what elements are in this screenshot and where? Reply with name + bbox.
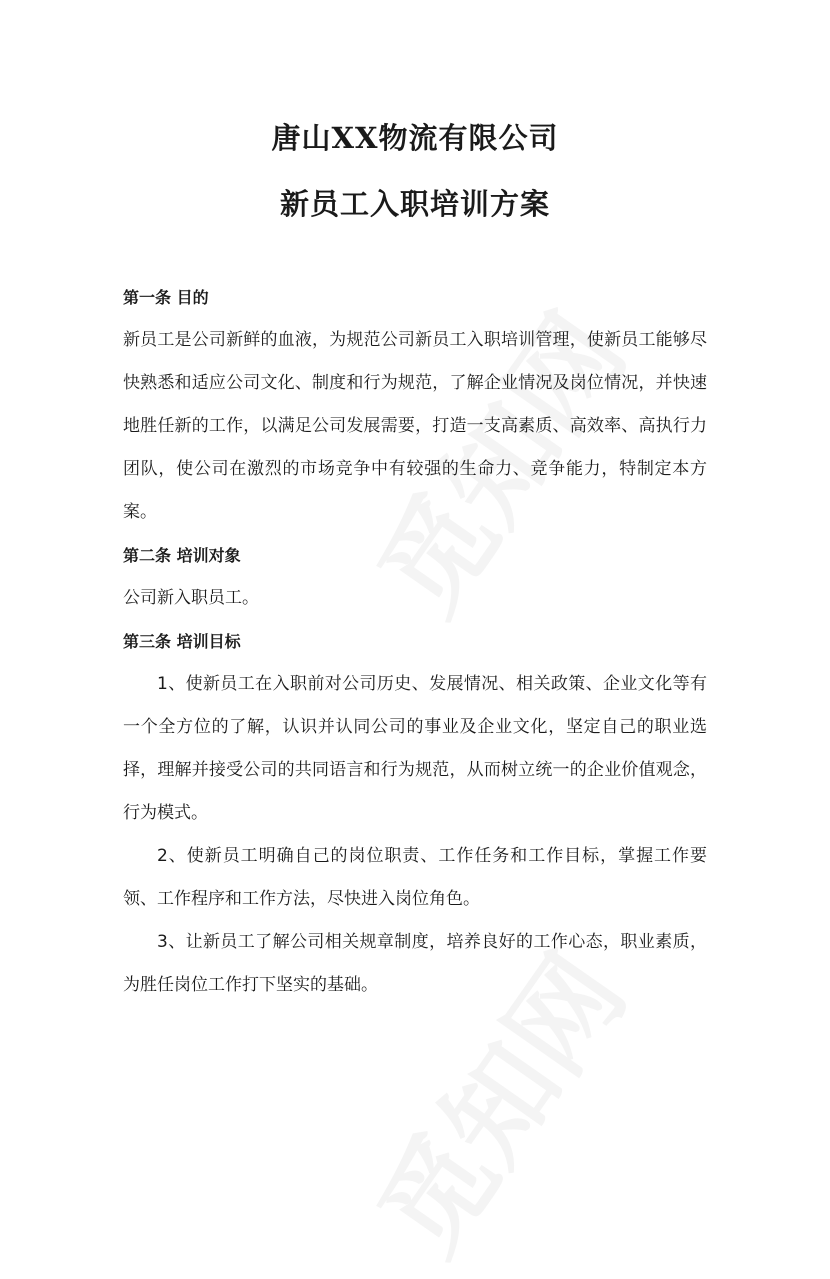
document-subtitle: 新员工入职培训方案 <box>279 187 550 221</box>
document-title: 唐山XX物流有限公司 <box>271 121 559 155</box>
section-heading: 第一条 目的 <box>123 288 209 307</box>
document-body <box>123 276 707 1007</box>
section-heading: 第三条 培训目标 <box>123 632 241 651</box>
paragraph: 2、使新员工明确自己的岗位职责、工作任务和工作目标，掌握工作要领、工作程序和工作方法，尽快进入岗位角色。 <box>123 846 707 909</box>
paragraph: 1、使新员工在入职前对公司历史、发展情况、相关政策、企业文化等有一个全方位的了解，认识并认同公司的事业及企业文化，坚定自己的职业选择，理解并接受公司的共同语言和行为规范，从而树立统一的企业价值观念，行为模式。 <box>123 674 707 823</box>
section-heading: 第二条 培训对象 <box>123 546 241 565</box>
paragraph: 公司新入职员工。 <box>123 588 259 608</box>
paragraph: 新员工是公司新鲜的血液，为规范公司新员工入职培训管理，使新员工能够尽快熟悉和适应公司文化、制度和行为规范，了解企业情况及岗位情况，并快速地胜任新的工作，以满足公司发展需要，打造一支高素质、高效率、高执行力团队，使公司在激烈的市场竞争中有较强的生命力、竞争能力，特制定本方案。 <box>123 330 707 522</box>
paragraph: 3、让新员工了解公司相关规章制度，培养良好的工作心态，职业素质，为胜任岗位工作打下坚实的基础。 <box>123 932 707 995</box>
